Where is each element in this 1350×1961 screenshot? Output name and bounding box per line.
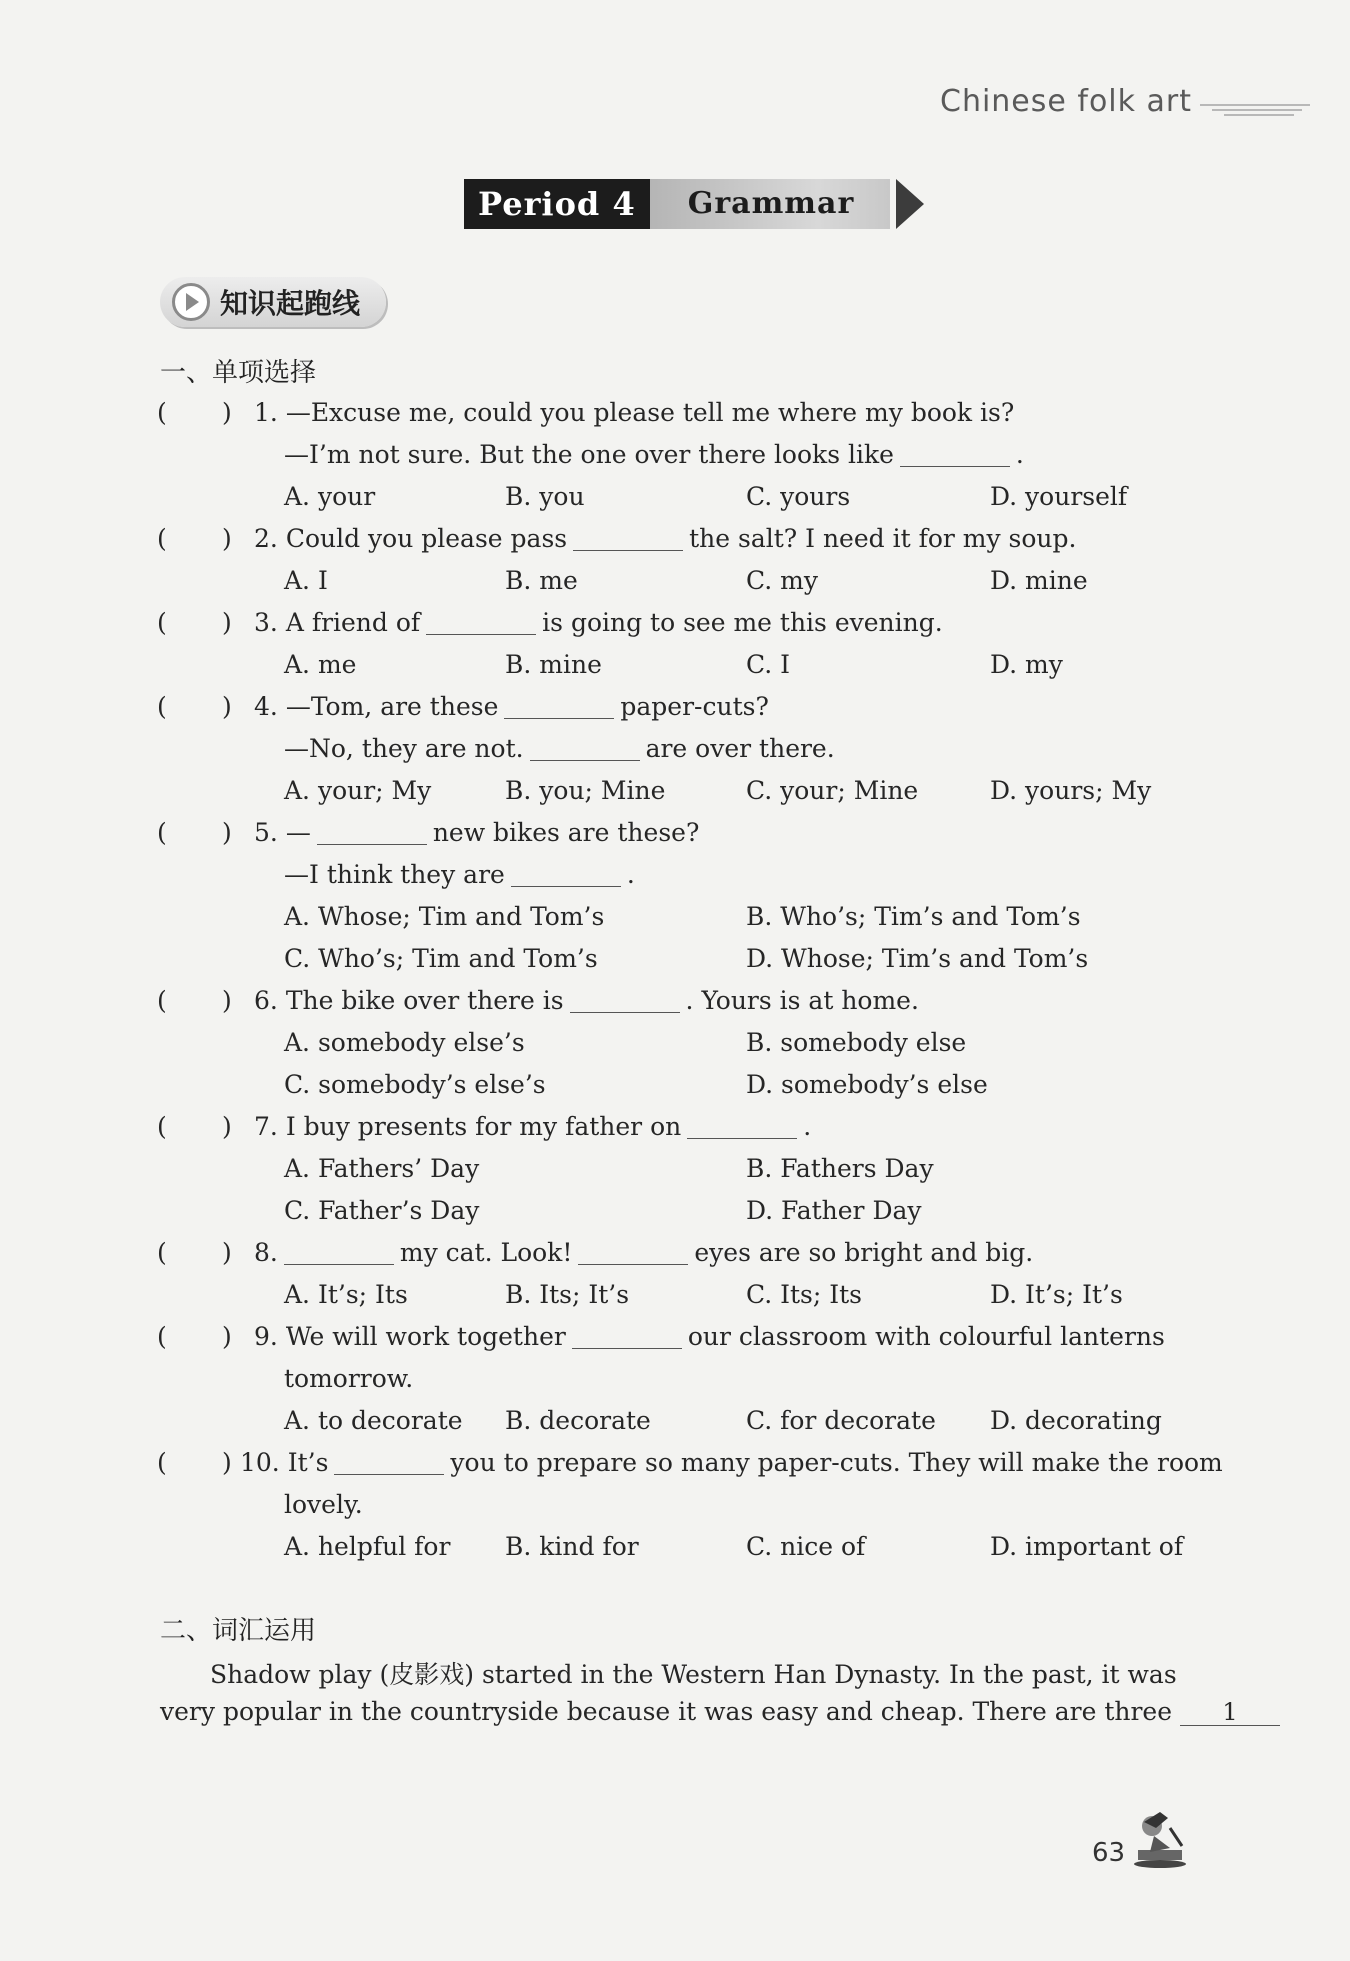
option-a: A. It’s; Its [284, 1280, 408, 1309]
answer-paren-close: ) [222, 524, 232, 553]
question-text: —Tom, are these [285, 692, 499, 721]
option-c: C. Who’s; Tim and Tom’s [284, 944, 598, 973]
question-number: 3. [254, 608, 278, 637]
answer-paren-close: ) [222, 1238, 232, 1267]
question-text: Could you please pass [285, 524, 568, 553]
option-d: D. important of [990, 1532, 1184, 1561]
option-d: D. Father Day [746, 1196, 922, 1225]
period-topic: Grammar [650, 179, 891, 229]
option-c: C. I [746, 650, 791, 679]
option-a: A. to decorate [284, 1406, 463, 1435]
reading-mascot-icon [1130, 1808, 1190, 1870]
answer-paren-close: ) [222, 1322, 232, 1351]
header-decorative-rule [1200, 104, 1320, 118]
answer-blank [687, 1137, 797, 1139]
answer-paren-close: ) [222, 986, 232, 1015]
question-number: 9. [254, 1322, 278, 1351]
answer-paren-open: ( [157, 1112, 167, 1141]
passage-line-1: Shadow play (皮影戏) started in the Western Han Dynasty. In the past, it was [210, 1660, 1177, 1689]
answer-paren-open: ( [157, 1322, 167, 1351]
answer-blank [900, 465, 1010, 467]
option-b: B. you; Mine [505, 776, 666, 805]
question-text: is going to see me this evening. [542, 608, 943, 637]
question-text: —I think they are [284, 860, 505, 889]
answer-paren-open: ( [157, 986, 167, 1015]
option-b: B. somebody else [746, 1028, 967, 1057]
option-b: B. Its; It’s [505, 1280, 630, 1309]
option-d: D. yourself [990, 482, 1128, 511]
question-text: We will work together [285, 1322, 566, 1351]
question-text: you to prepare so many paper-cuts. They will make the room [450, 1448, 1223, 1477]
question-text: the salt? I need it for my soup. [689, 524, 1077, 553]
question-1-line2 [284, 440, 1024, 469]
question-text: I buy presents for my father on [285, 1112, 682, 1141]
question-number: 4. [254, 692, 278, 721]
answer-paren-close: ) [222, 1448, 232, 1477]
answer-paren-close: ) [222, 398, 232, 427]
answer-paren-open: ( [157, 398, 167, 427]
question-text: our classroom with colourful lanterns [687, 1322, 1165, 1351]
answer-paren-close: ) [222, 692, 232, 721]
question-1 [254, 398, 1014, 427]
question-5-line2 [284, 860, 635, 889]
answer-blank [570, 1011, 680, 1013]
question-text: new bikes are these? [432, 818, 700, 847]
option-a: A. me [284, 650, 357, 679]
option-c: C. Its; Its [746, 1280, 863, 1309]
question-9-line2: tomorrow. [284, 1364, 414, 1393]
option-d: D. yours; My [990, 776, 1152, 805]
part1-title: 一、单项选择 [160, 358, 317, 388]
answer-paren-close: ) [222, 1112, 232, 1141]
option-a: A. your; My [284, 776, 432, 805]
option-b: B. mine [505, 650, 602, 679]
question-8 [254, 1238, 1033, 1267]
option-b: B. you [505, 482, 585, 511]
option-c: C. Father’s Day [284, 1196, 480, 1225]
period-label: Period 4 [464, 179, 650, 229]
question-number: 10. [240, 1448, 280, 1477]
option-c: C. for decorate [746, 1406, 936, 1435]
answer-blank [317, 843, 427, 845]
option-b: B. decorate [505, 1406, 651, 1435]
question-4 [254, 692, 769, 721]
option-a: A. I [284, 566, 328, 595]
option-b: B. me [505, 566, 578, 595]
option-b: B. Who’s; Tim’s and Tom’s [746, 902, 1081, 931]
answer-blank [530, 759, 640, 761]
option-d: D. my [990, 650, 1063, 679]
question-text: The bike over there is [285, 986, 564, 1015]
question-3 [254, 608, 943, 637]
option-d: D. It’s; It’s [990, 1280, 1123, 1309]
question-text: —I’m not sure. But the one over there looks like [284, 440, 894, 469]
question-text: are over there. [645, 734, 835, 763]
question-text: — [285, 818, 311, 847]
answer-blank [504, 717, 614, 719]
answer-blank [573, 549, 683, 551]
answer-blank [426, 633, 536, 635]
question-6 [254, 986, 919, 1015]
option-b: B. Fathers Day [746, 1154, 934, 1183]
question-text: —Excuse me, could you please tell me where my book is? [285, 398, 1015, 427]
option-c: C. your; Mine [746, 776, 919, 805]
question-text: —No, they are not. [284, 734, 524, 763]
question-number: 6. [254, 986, 278, 1015]
option-d: D. decorating [990, 1406, 1162, 1435]
answer-blank [578, 1263, 688, 1265]
question-10 [240, 1448, 1223, 1477]
option-c: C. yours [746, 482, 851, 511]
option-b: B. kind for [505, 1532, 639, 1561]
question-number: 7. [254, 1112, 278, 1141]
period-banner [464, 178, 924, 230]
answer-blank [511, 885, 621, 887]
answer-blank [572, 1347, 682, 1349]
question-number: 8. [254, 1238, 278, 1267]
answer-paren-close: ) [222, 818, 232, 847]
section-badge-label: 知识起跑线 [220, 287, 361, 320]
arrow-right-icon [896, 179, 924, 229]
question-text: eyes are so bright and big. [694, 1238, 1034, 1267]
question-number: 1. [254, 398, 278, 427]
option-c: C. nice of [746, 1532, 866, 1561]
option-d: D. mine [990, 566, 1088, 595]
question-7 [254, 1112, 811, 1141]
question-number: 2. [254, 524, 278, 553]
punctuation: . [1015, 440, 1024, 469]
section-badge [160, 277, 386, 327]
option-a: A. Whose; Tim and Tom’s [284, 902, 605, 931]
question-10-line2: lovely. [284, 1490, 363, 1519]
answer-paren-open: ( [157, 1448, 167, 1477]
question-text: my cat. Look! [399, 1238, 573, 1267]
question-text: . [803, 1112, 812, 1141]
page-number: 63 [1092, 1838, 1126, 1868]
question-number: 5. [254, 818, 278, 847]
question-9 [254, 1322, 1165, 1351]
question-5 [254, 818, 699, 847]
answer-paren-open: ( [157, 818, 167, 847]
question-text: A friend of [285, 608, 421, 637]
option-a: A. somebody else’s [284, 1028, 525, 1057]
question-4-line2 [284, 734, 835, 763]
question-2 [254, 524, 1077, 553]
option-a: A. Fathers’ Day [284, 1154, 480, 1183]
option-d: D. Whose; Tim’s and Tom’s [746, 944, 1089, 973]
answer-paren-open: ( [157, 1238, 167, 1267]
answer-paren-close: ) [222, 608, 232, 637]
play-icon [172, 283, 210, 321]
answer-blank [284, 1263, 394, 1265]
question-text: . [626, 860, 635, 889]
answer-paren-open: ( [157, 608, 167, 637]
passage-text: very popular in the countryside because it was easy and cheap. There are three [160, 1697, 1173, 1726]
numbered-blank: 1 [1180, 1699, 1280, 1726]
option-a: A. helpful for [284, 1532, 451, 1561]
question-text: paper-cuts? [620, 692, 769, 721]
answer-paren-open: ( [157, 692, 167, 721]
part2-title: 二、词汇运用 [160, 1616, 317, 1646]
answer-blank [334, 1473, 444, 1475]
answer-paren-open: ( [157, 524, 167, 553]
running-header: Chinese folk art [940, 84, 1193, 119]
question-text: . Yours is at home. [685, 986, 919, 1015]
question-text: It’s [287, 1448, 329, 1477]
option-c: C. my [746, 566, 818, 595]
option-d: D. somebody’s else [746, 1070, 988, 1099]
option-c: C. somebody’s else’s [284, 1070, 546, 1099]
passage-line-2 [160, 1697, 1280, 1726]
option-a: A. your [284, 482, 376, 511]
